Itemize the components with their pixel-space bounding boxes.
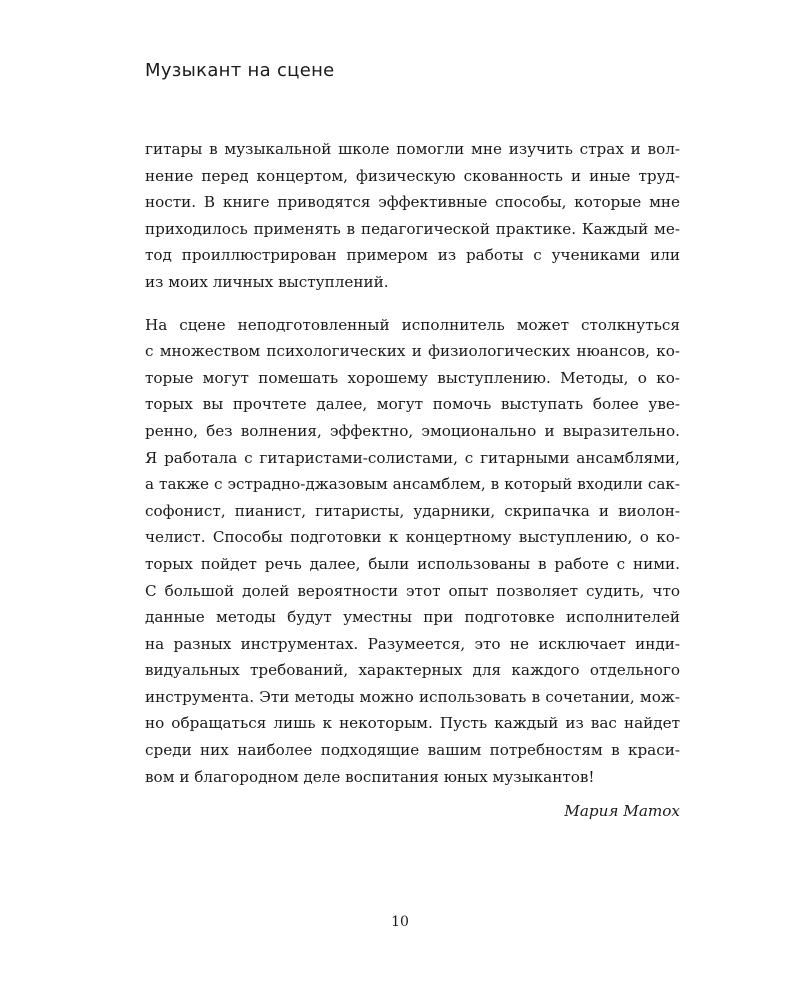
paragraph [145,312,680,791]
paragraph [145,136,680,296]
text-line: тод проиллюстрирован примером из работы с учениками или [145,246,680,265]
text-line: торых пойдет речь далее, были использованы в работе с ними. [145,554,680,573]
text-line: среди них наиболее подходящие вашим потребностям в краси- [145,741,680,760]
text-line: С большой долей вероятности этот опыт позволяет судить, что [145,581,680,600]
text-line: ности. В книге приводятся эффективные способы, которые мне [145,193,680,212]
text-line: на разных инструментах. Разумеется, это не исключает инди- [145,634,680,653]
page-number: 10 [391,914,409,930]
text-line: На сцене неподготовленный исполнитель может столкнуться [145,315,680,334]
text-line: из моих личных выступлений. [145,272,389,291]
text-line: софонист, пианист, гитаристы, ударники, скрипачка и виолон- [145,501,680,520]
text-line: ренно, без волнения, эффектно, эмоционально и выразительно. [145,421,680,440]
text-line: с множеством психологических и физиологических нюансов, ко- [145,342,680,361]
author-signature: Мария Матох [564,802,680,821]
text-line: инструмента. Эти методы можно использовать в сочетании, мож- [145,687,680,706]
text-line: а также с эстрадно-джазовым ансамблем, в который входили сак- [145,475,680,494]
body-text [145,136,680,825]
text-line: нение перед концертом, физическую скованность и иные труд- [145,166,680,185]
text-line: Я работала с гитаристами-солистами, с гитарными ансамблями, [145,448,680,467]
text-line: торых вы прочтете далее, могут помочь выступать более уве- [145,395,680,414]
text-line: данные методы будут уместны при подготовке исполнителей [145,608,680,627]
paragraph-gap [145,296,680,312]
text-line: вом и благородном деле воспитания юных музыкантов! [145,767,595,786]
text-line: приходилось применять в педагогической практике. Каждый ме- [145,219,680,238]
text-line: но обращаться лишь к некоторым. Пусть каждый из вас найдет [145,714,680,733]
running-title: Музыкант на сцене [145,60,335,81]
text-line: торые могут помешать хорошему выступлению. Методы, о ко- [145,368,680,387]
text-line: видуальных требований, характерных для каждого отдельного [145,661,680,680]
text-line: гитары в музыкальной школе помогли мне изучить страх и вол- [145,140,680,158]
text-line: челист. Способы подготовки к концертному выступлению, о ко- [145,528,680,547]
